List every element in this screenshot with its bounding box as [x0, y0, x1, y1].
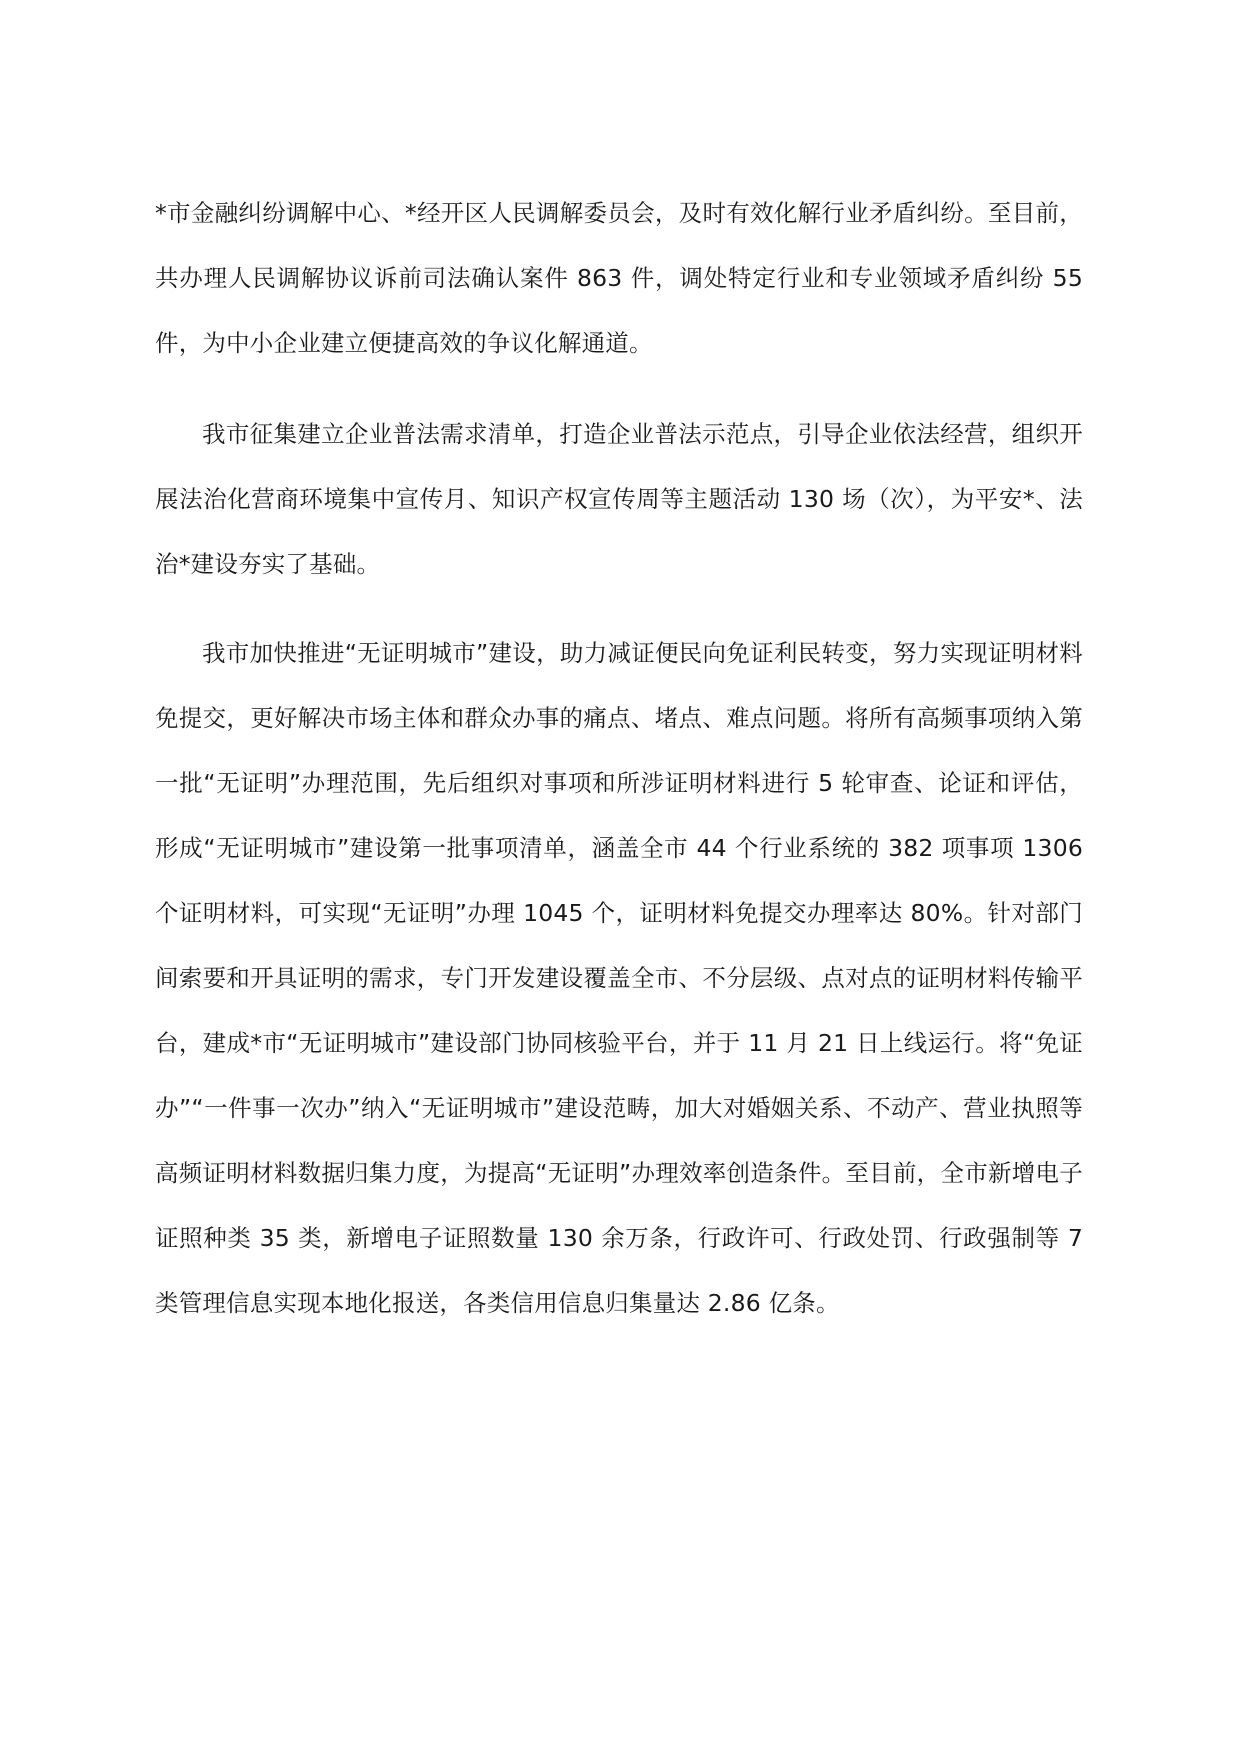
paragraph-certificate-free-city: 我市加快推进“无证明城市”建设，助力减证便民向免证利民转变，努力实现证明材料免提交，更好解决市场主体和群众办事的痛点、堵点、难点问题。将所有高频事项纳入第一批“无证明”办理范围，先后组织对事项和所涉证明材料进行 5 轮审查、论证和评估，形成“无证明城市”建设第一批事项清单，涵盖全市 44 个行业系统的 382 项事项 1306 个证明材料，可实现“无证明”办理 1045 个，证明材料免提交办理率达 80%。针对部门间索要和开具证明的需求，专门开发建设覆盖全市、不分层级、点对点的证明材料传输平台，建成*市“无证明城市”建设部门协同核验平台，并于 11 月 21 日上线运行。将“免证办”“一件事一次办”纳入“无证明城市”建设范畴，加大对婚姻关系、不动产、营业执照等高频证明材料数据归集力度，为提高“无证明”办理效率创造条件。至目前，全市新增电子证照种类 35 类，新增电子证照数量 130 余万条，行政许可、行政处罚、行政强制等 7 类管理信息实现本地化报送，各类信用信息归集量达 2.86 亿条。 — [155, 639, 1083, 1317]
document-body-section-3 — [155, 621, 1083, 1336]
paragraph-mediation: *市金融纠纷调解中心、*经开区人民调解委员会，及时有效化解行业矛盾纠纷。至目前，共办理人民调解协议诉前司法确认案件 863 件，调处特定行业和专业领域矛盾纠纷 55 件，为中小企业建立便捷高效的争议化解通道。 — [155, 199, 1083, 357]
paragraph-legal-education: 我市征集建立企业普法需求清单，打造企业普法示范点，引导企业依法经营，组织开展法治化营商环境集中宣传月、知识产权宣传周等主题活动 130 场（次），为平安*、法治*建设夯实了基础。 — [155, 420, 1083, 578]
document-body-section-2 — [155, 402, 1083, 597]
document-body-section-1 — [155, 181, 1083, 376]
